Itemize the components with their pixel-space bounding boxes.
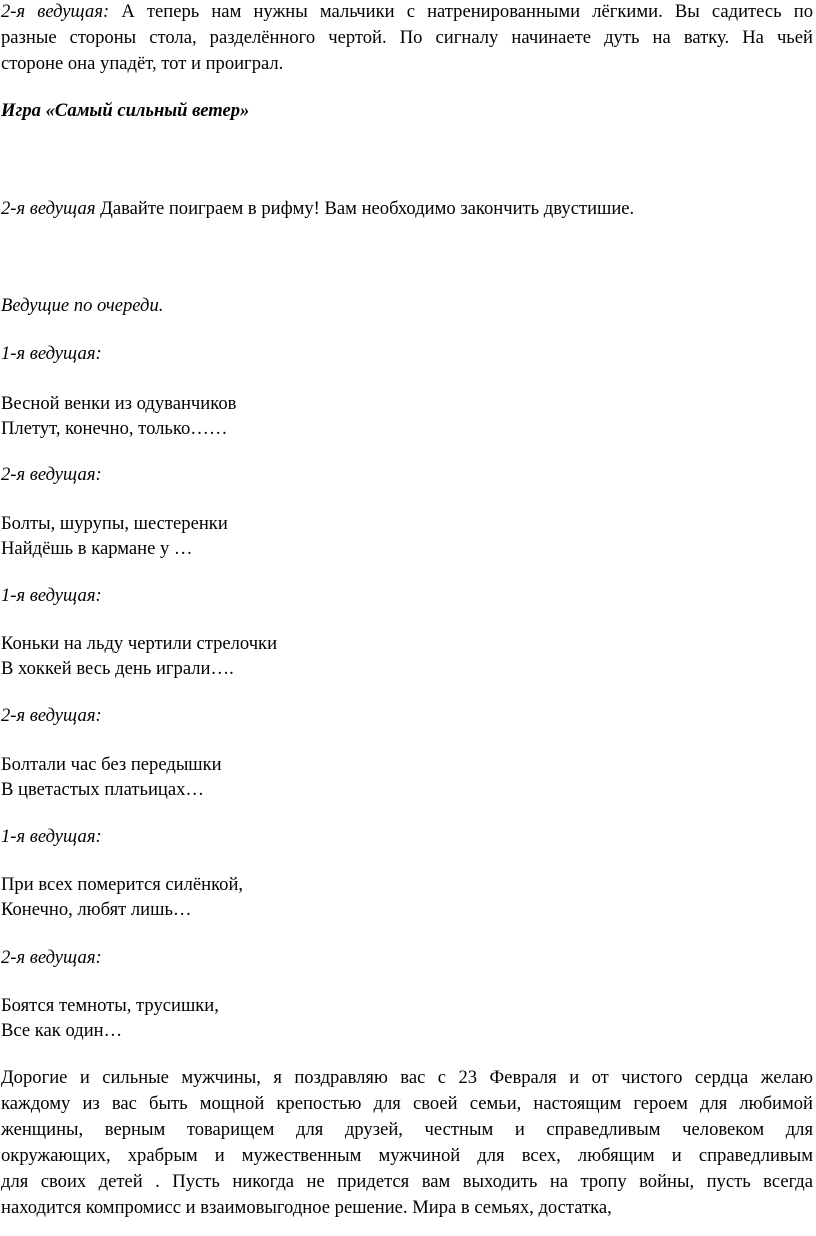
- intro-line-1: [1, 0, 813, 24]
- intro-text-1: А теперь нам нужны мальчики с натренированными лёгкими. Вы садитесь по: [121, 1, 813, 22]
- intro-line-3: стороне она упадёт, тот и проиграл.: [1, 53, 284, 74]
- hosts-in-turn: Ведущие по очереди.: [1, 295, 164, 316]
- closing-line: Дорогие и сильные мужчины, я поздравляю вас с 23 Февраля и от чистого сердца желаю: [1, 1067, 813, 1088]
- couplet-speaker: 2-я ведущая:: [1, 705, 102, 726]
- intro-speaker: 2-я ведущая:: [1, 1, 110, 22]
- closing-line: каждому из вас быть мощной крепостью для своей семьи, настоящим героем для любимой: [1, 1093, 813, 1114]
- couplet-line-2: Конечно, любят лишь…: [1, 899, 192, 920]
- closing-line: находится компромисс и взаимовыгодное решение. Мира в семьях, достатка,: [1, 1197, 612, 1218]
- couplet-line-2: Найдёшь в кармане у …: [1, 538, 193, 559]
- intro-line-2: разные стороны стола, разделённого чертой. По сигналу начинаете дуть на ватку. На чьей: [1, 27, 813, 48]
- couplet-speaker: 2-я ведущая:: [1, 947, 102, 968]
- rhyme-intro: [1, 197, 634, 221]
- couplet-line-2: Все как один…: [1, 1020, 123, 1041]
- couplet-line-1: Болтали час без передышки: [1, 754, 222, 775]
- couplet-speaker: 1-я ведущая:: [1, 826, 102, 847]
- couplet-line-2: Плетут, конечно, только……: [1, 418, 228, 439]
- couplet-line-1: Коньки на льду чертили стрелочки: [1, 633, 278, 654]
- rhyme-intro-speaker: 2-я ведущая: [1, 198, 96, 219]
- couplet-line-1: Весной венки из одуванчиков: [1, 393, 237, 414]
- couplet-speaker: 2-я ведущая:: [1, 464, 102, 485]
- closing-line: окружающих, храбрым и мужественным мужчиной для всех, любящим и справедливым: [1, 1145, 813, 1166]
- couplet-line-1: Боятся темноты, трусишки,: [1, 995, 219, 1016]
- closing-line: женщины, верным товарищем для друзей, честным и справедливым человеком для: [1, 1119, 813, 1140]
- rhyme-intro-text: Давайте поиграем в рифму! Вам необходимо закончить двустишие.: [100, 198, 635, 219]
- couplet-line-2: В цветастых платьицах…: [1, 779, 204, 800]
- couplet-speaker: 1-я ведущая:: [1, 585, 102, 606]
- couplet-line-1: При всех померится силёнкой,: [1, 874, 244, 895]
- closing-line: для своих детей . Пусть никогда не придется вам выходить на тропу войны, пусть всегда: [1, 1171, 813, 1192]
- couplet-line-2: В хоккей весь день играли….: [1, 658, 234, 679]
- couplet-line-1: Болты, шурупы, шестеренки: [1, 513, 228, 534]
- couplet-speaker: 1-я ведущая:: [1, 343, 102, 364]
- game-title: Игра «Самый сильный ветер»: [1, 100, 250, 121]
